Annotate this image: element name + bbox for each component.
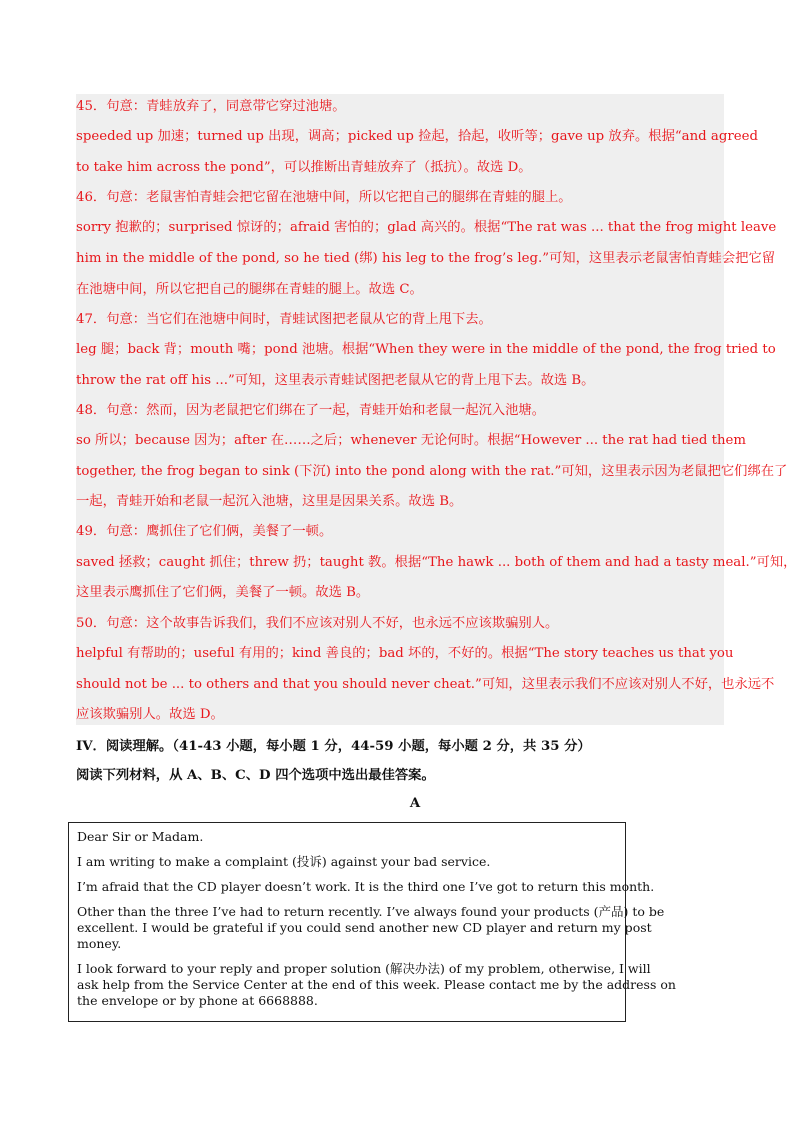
- explanation-line: to take him across the pond”，可以推断出青蛙放弃了（抵抗）。故选 D。: [76, 160, 532, 175]
- explanation-line: 应该欺骗别人。故选 D。: [76, 707, 224, 722]
- letter-line: ask help from the Service Center at the end of this week. Please contact me by the address on: [77, 977, 676, 992]
- explanation-line: saved 拯救；caught 抓住；threw 扔；taught 教。根据“The hawk ... both of them and had a tasty meal.”可知，: [76, 555, 797, 570]
- explanation-line: him in the middle of the pond, so he tied (绑) his leg to the frog’s leg.”可知，这里表示老鼠害怕青蛙会把它留: [76, 251, 776, 266]
- explanation-line: 46．句意：老鼠害怕青蛙会把它留在池塘中间，所以它把自己的腿绑在青蛙的腿上。: [76, 190, 572, 205]
- letter-line: money.: [77, 936, 122, 951]
- letter-line: excellent. I would be grateful if you could send another new CD player and return my post: [77, 920, 652, 935]
- letter-line: Other than the three I’ve had to return recently. I’ve always found your products (产品) to be: [77, 904, 665, 919]
- explanation-line: together, the frog began to sink (下沉) into the pond along with the rat.”可知，这里表示因为老鼠把它们绑在了: [76, 464, 788, 479]
- explanation-line: 47．句意：当它们在池塘中间时，青蛙试图把老鼠从它的背上甩下去。: [76, 312, 492, 327]
- letter-line: the envelope or by phone at 6668888.: [77, 993, 318, 1008]
- explanation-line: leg 腿；back 背；mouth 嘴；pond 池塘。根据“When they were in the middle of the pond, the frog tried to: [76, 342, 776, 357]
- explanation-line: speeded up 加速；turned up 出现，调高；picked up 捡起，拾起，收听等；gave up 放弃。根据“and agreed: [76, 129, 758, 144]
- explanation-line: 45．句意：青蛙放弃了，同意带它穿过池塘。: [76, 99, 346, 114]
- letter-line: I’m afraid that the CD player doesn’t work. It is the third one I’ve got to return this month.: [77, 879, 655, 894]
- explanation-line: should not be ... to others and that you should never cheat.”可知，这里表示我们不应该对别人不好，也永远不: [76, 677, 775, 692]
- explanation-line: 50．句意：这个故事告诉我们，我们不应该对别人不好，也永远不应该欺骗别人。: [76, 616, 559, 631]
- explanation-line: throw the rat off his ...”可知，这里表示青蛙试图把老鼠从它的背上甩下去。故选 B。: [76, 373, 595, 388]
- explanation-line: 这里表示鹰抓住了它们俩，美餐了一顿。故选 B。: [76, 585, 370, 600]
- complaint-letter-box: [68, 822, 676, 1022]
- letter-line: I look forward to your reply and proper solution (解决办法) of my problem, otherwise, I will: [77, 961, 651, 976]
- explanation-line: 在池塘中间，所以它把自己的腿绑在青蛙的腿上。故选 C。: [76, 282, 423, 297]
- explanation-line: so 所以；because 因为；after 在……之后；whenever 无论何时。根据“However ... the rat had tied them: [76, 433, 746, 448]
- section-heading: IV．阅读理解。（41-43 小题，每小题 1 分，44-59 小题，每小题 2 分，共 35 分）: [76, 739, 591, 754]
- explanation-line: 一起，青蛙开始和老鼠一起沉入池塘，这里是因果关系。故选 B。: [76, 494, 463, 509]
- letter-greeting: Dear Sir or Madam.: [77, 829, 204, 844]
- section-instruction: 阅读下列材料，从 A、B、C、D 四个选项中选出最佳答案。: [76, 768, 435, 783]
- explanation-line: sorry 抱歉的；surprised 惊讶的；afraid 害怕的；glad 高兴的。根据“The rat was ... that the frog might leave: [76, 220, 777, 235]
- explanation-line: 49．句意：鹰抓住了它们俩，美餐了一顿。: [76, 524, 333, 539]
- letter-line: I am writing to make a complaint (投诉) against your bad service.: [77, 854, 491, 869]
- explanation-line: helpful 有帮助的；useful 有用的；kind 善良的；bad 坏的，不好的。根据“The story teaches us that you: [76, 646, 734, 661]
- explanation-line: 48．句意：然而，因为老鼠把它们绑在了一起，青蛙开始和老鼠一起沉入池塘。: [76, 403, 546, 418]
- passage-label: A: [409, 796, 421, 811]
